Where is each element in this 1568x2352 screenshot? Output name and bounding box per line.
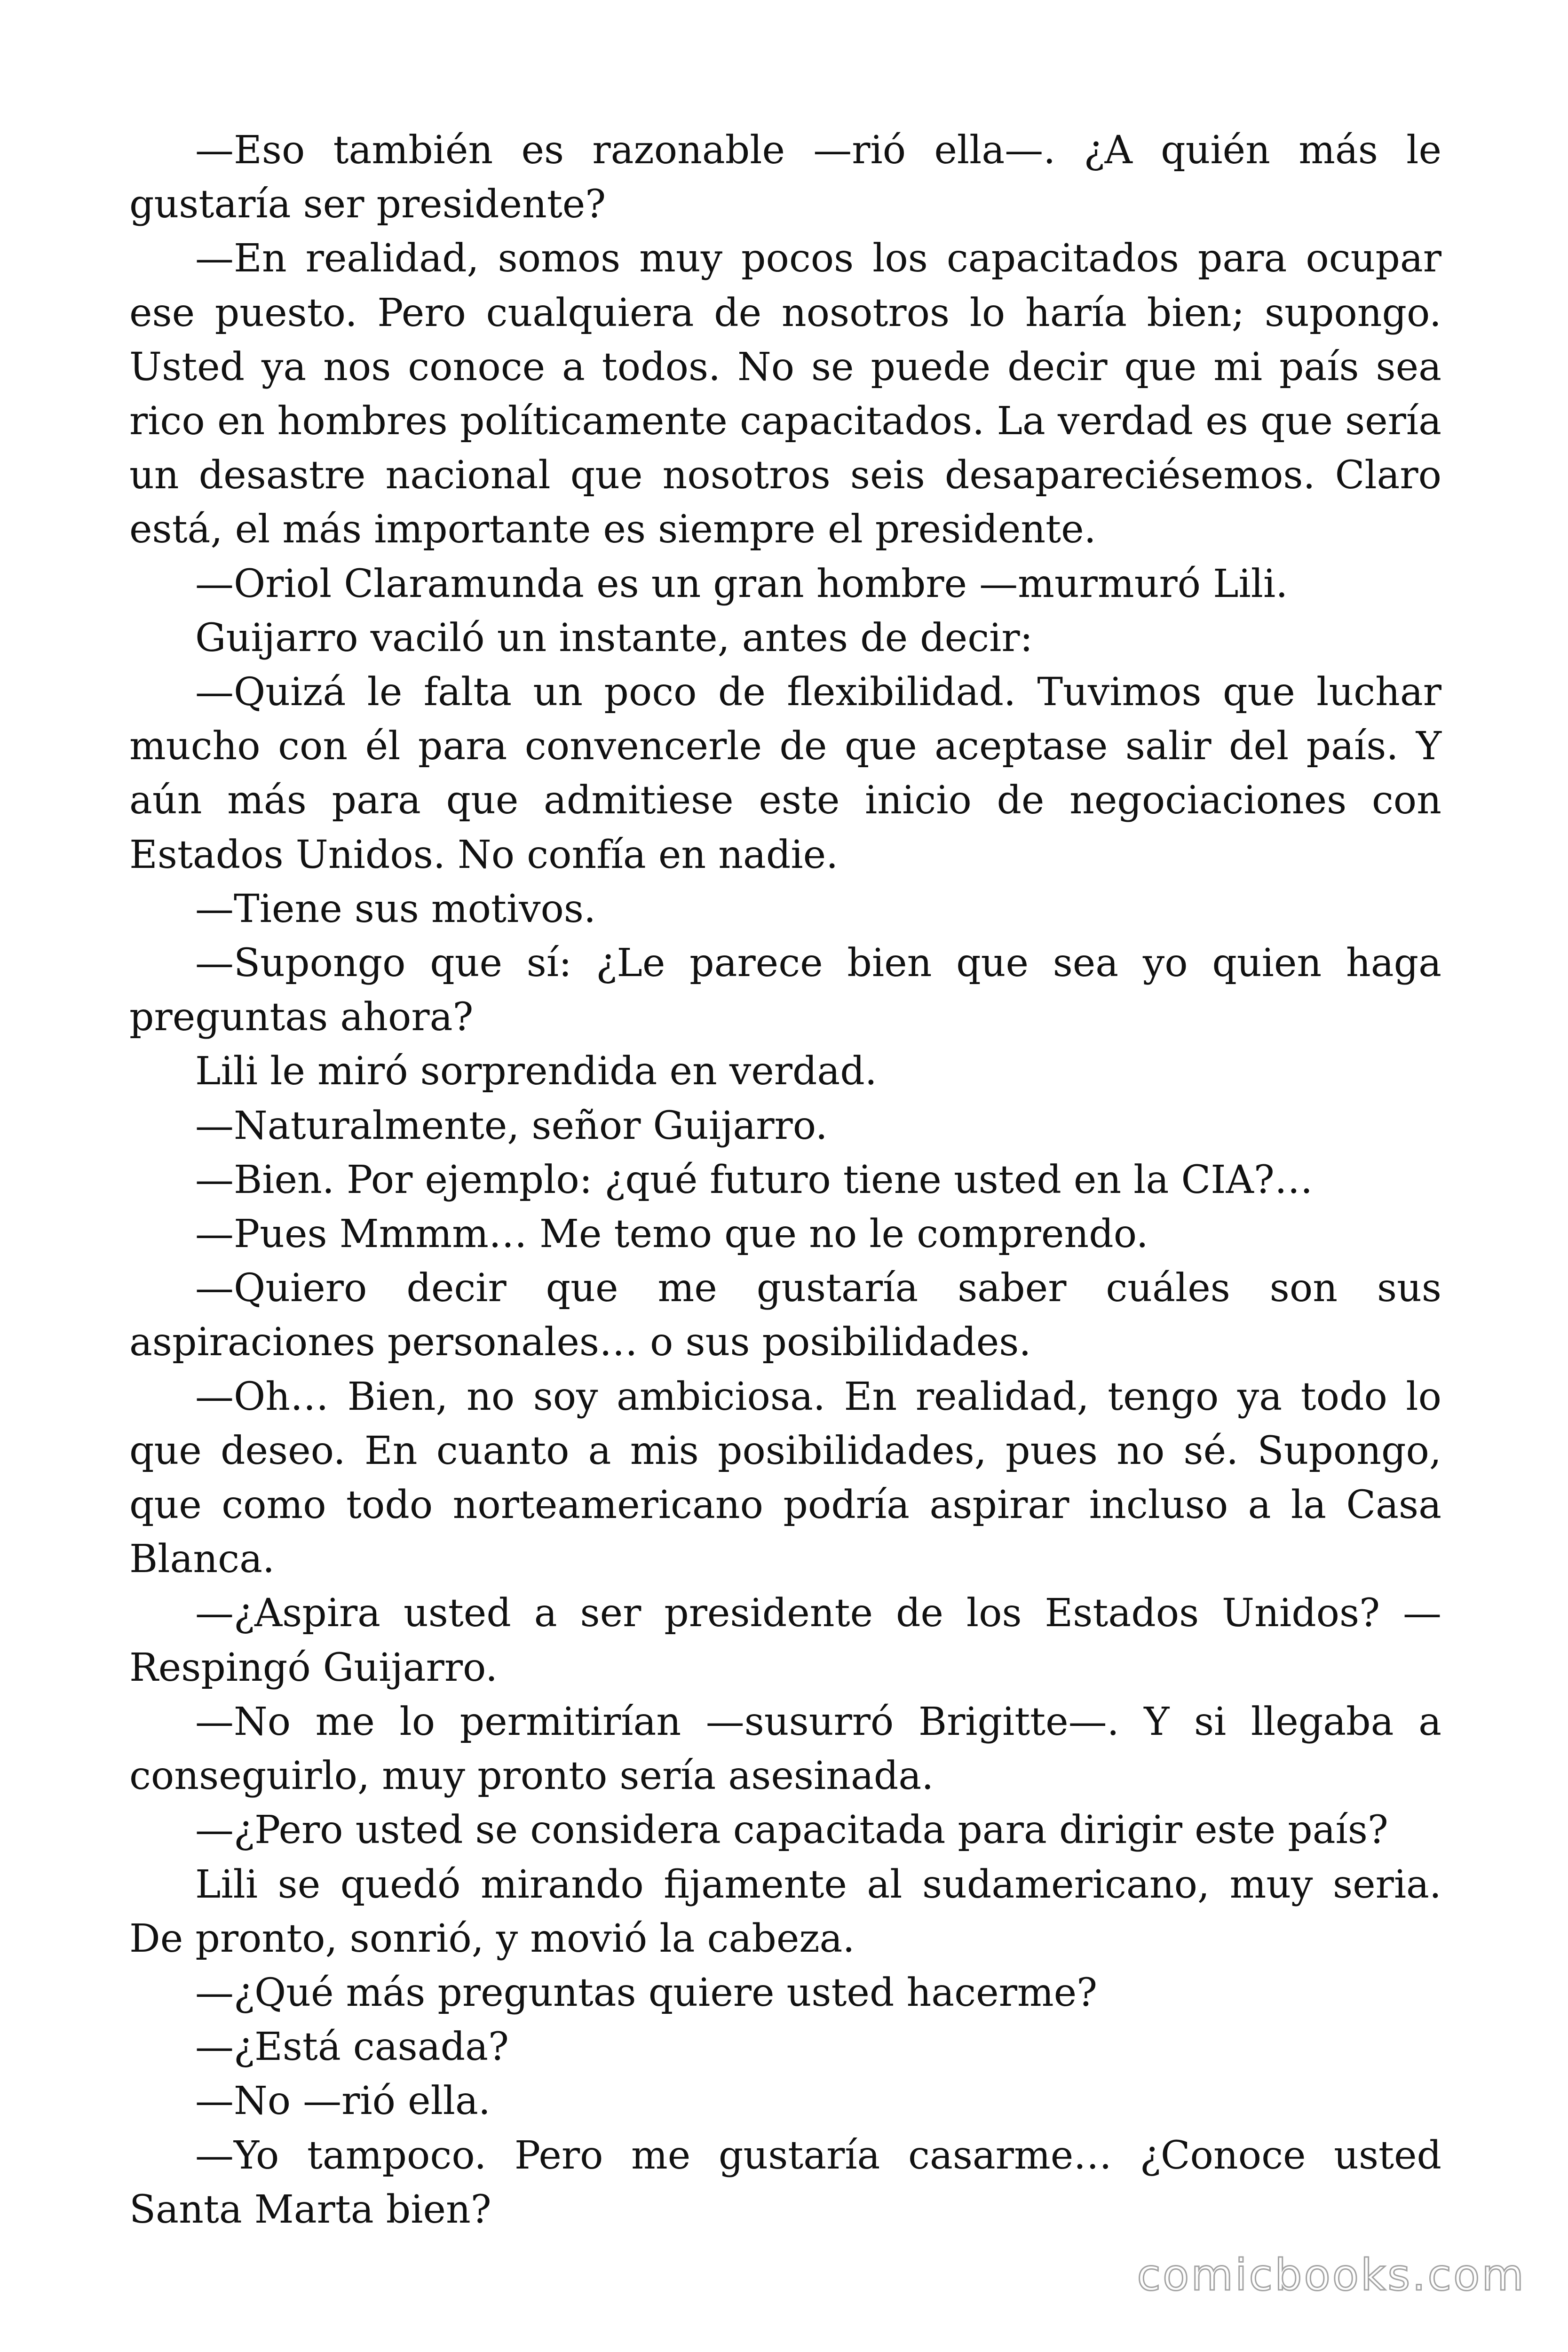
paragraph: —¿Está casada? <box>195 2025 509 2070</box>
paragraph: —Eso también es razonable —rió ella—. ¿A quién más le gustaría ser presidente? <box>129 128 1441 227</box>
paragraph: —Oh… Bien, no soy ambiciosa. En realidad, tengo ya todo lo que deseo. En cuanto a mis posibilidades, pues no sé. Supongo, que como todo norteamericano podría aspirar incluso a la Casa Blanca. <box>129 1374 1441 1582</box>
paragraph: —¿Qué más preguntas quiere usted hacerme? <box>195 1970 1098 2015</box>
paragraph: —No —rió ella. <box>195 2079 491 2124</box>
paragraph: Guijarro vaciló un instante, antes de decir: <box>195 615 1033 660</box>
paragraph: —Quiero decir que me gustaría saber cuáles son sus aspiraciones personales… o sus posibilidades. <box>129 1266 1441 1365</box>
paragraph: Lili se quedó mirando fijamente al sudamericano, muy seria. De pronto, sonrió, y movió la cabeza. <box>129 1862 1441 1961</box>
paragraph: Lili le miró sorprendida en verdad. <box>195 1049 877 1094</box>
paragraph: —¿Aspira usted a ser presidente de los Estados Unidos? — Respingó Guijarro. <box>129 1591 1441 1690</box>
watermark: comicbooks.com <box>1137 2250 1526 2300</box>
text-block <box>129 123 1441 2237</box>
paragraph: —Supongo que sí: ¿Le parece bien que sea yo quien haga preguntas ahora? <box>129 941 1441 1040</box>
paragraph: —Bien. Por ejemplo: ¿qué futuro tiene usted en la CIA?… <box>195 1157 1313 1202</box>
paragraph: —¿Pero usted se considera capacitada para dirigir este país? <box>195 1808 1388 1853</box>
paragraph: —Tiene sus motivos. <box>195 886 596 931</box>
paragraph: —No me lo permitirían —susurró Brigitte—. Y si llegaba a conseguirlo, muy pronto sería asesinada. <box>129 1699 1441 1799</box>
paragraph: —Oriol Claramunda es un gran hombre —murmuró Lili. <box>195 561 1288 606</box>
paragraph: —Pues Mmmm… Me temo que no le comprendo. <box>195 1212 1148 1257</box>
paragraph: —Naturalmente, señor Guijarro. <box>195 1103 828 1148</box>
paragraph: —Yo tampoco. Pero me gustaría casarme… ¿Conoce usted Santa Marta bien? <box>129 2133 1441 2232</box>
paragraph: —Quizá le falta un poco de flexibilidad. Tuvimos que luchar mucho con él para convencerle de que aceptase salir del país. Y aún más para que admitiese este inicio de negociaciones con Estados Unidos. No confía en nadie. <box>129 670 1441 877</box>
paragraph: —En realidad, somos muy pocos los capacitados para ocupar ese puesto. Pero cualquiera de nosotros lo haría bien; supongo. Usted ya nos conoce a todos. No se puede decir que mi país sea rico en hombres políticamente capacitados. La verdad es que sería un desastre nacional que nosotros seis desapareciésemos. Claro está, el más importante es siempre el presidente. <box>129 236 1441 552</box>
